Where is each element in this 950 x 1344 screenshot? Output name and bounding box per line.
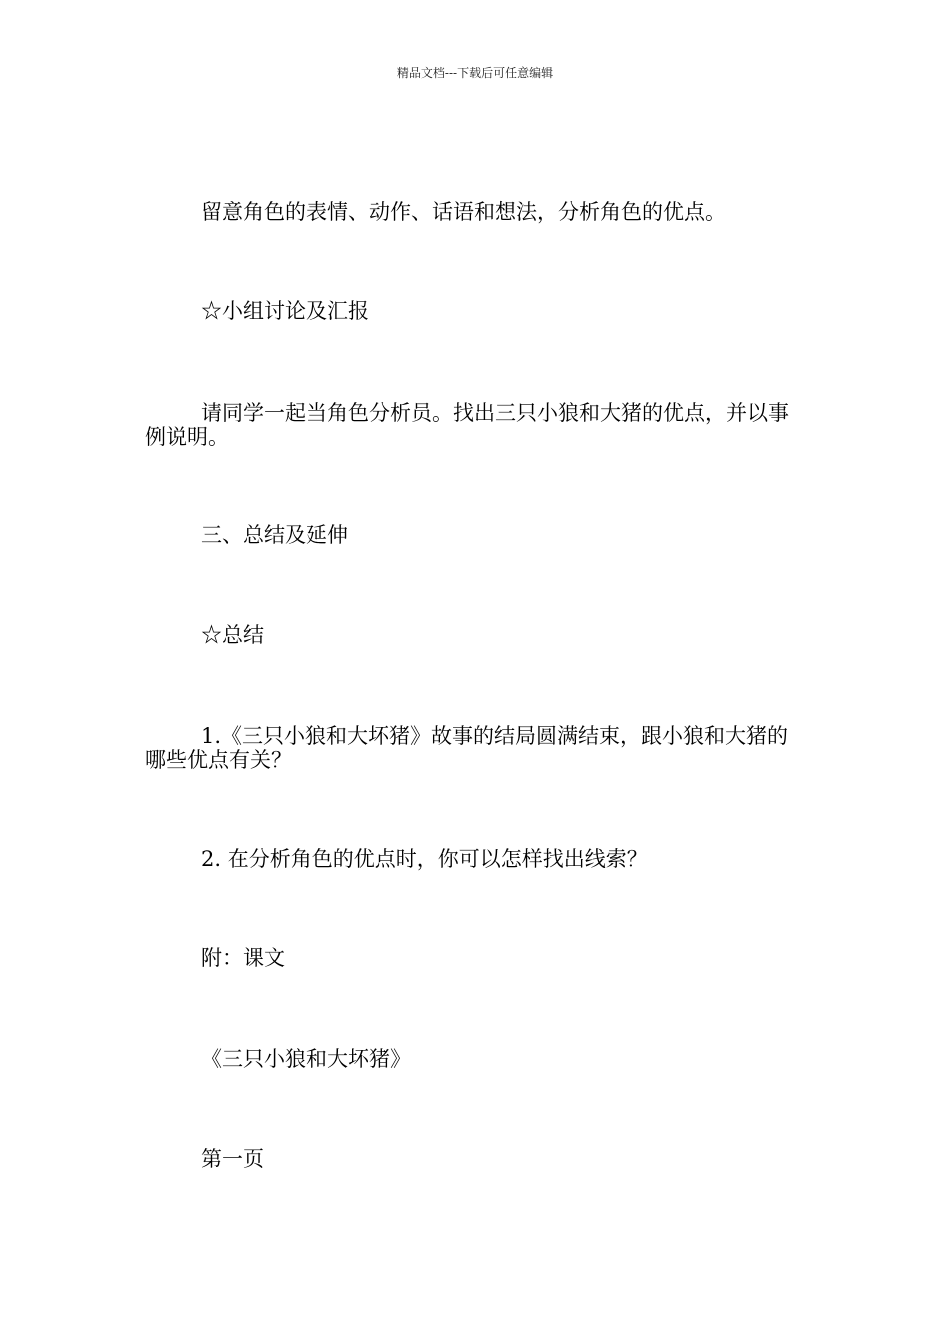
- paragraph-group-discussion: ☆小组讨论及汇报: [201, 299, 369, 323]
- paragraph-appendix-text: 附：课文: [201, 946, 285, 970]
- question-1: 1.《三只小狼和大坏猪》故事的结局圆满结束，跟小狼和大猪的哪些优点有关？: [145, 724, 789, 772]
- page-header: 精品文档---下载后可任意编辑: [396, 66, 554, 80]
- question-2: 2. 在分析角色的优点时，你可以怎样找出线索？: [201, 847, 648, 871]
- paragraph-summary: ☆总结: [201, 623, 264, 647]
- page-one-label: 第一页: [201, 1147, 264, 1171]
- story-title: 《三只小狼和大坏猪》: [201, 1047, 411, 1071]
- section-heading-summary-extension: 三、总结及延伸: [201, 523, 348, 547]
- paragraph-observe-roles: 留意角色的表情、动作、话语和想法，分析角色的优点。: [201, 200, 726, 224]
- paragraph-role-analyst: 请同学一起当角色分析员。找出三只小狼和大猪的优点，并以事例说明。: [145, 401, 789, 449]
